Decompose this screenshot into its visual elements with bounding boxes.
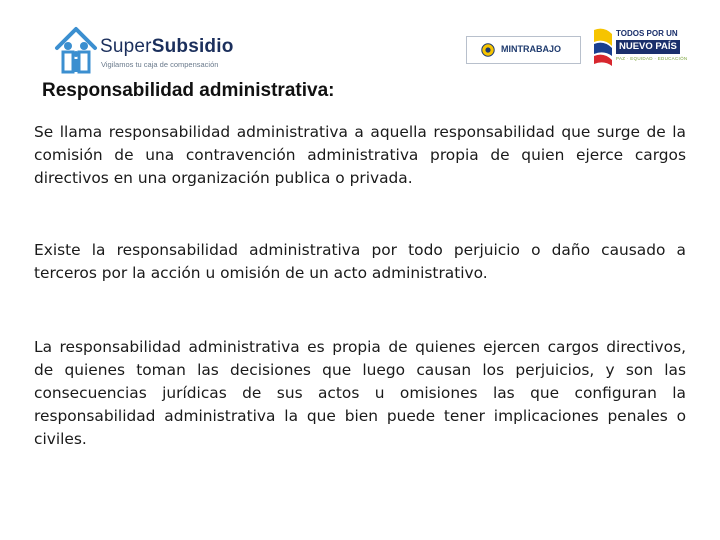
nuevo-pais-label: NUEVO PAÍS bbox=[616, 40, 680, 54]
todos-por-un-nuevo-pais-logo bbox=[590, 26, 690, 72]
paragraph-scope: La responsabilidad administrativa es propia de quienes ejercen cargos directivos, de quienes toman las decisiones que luego causan los perjuicios, y son las consecuencias jurídicas de sus actos u omisiones las que configuran la responsabilidad administrativa la que bien puede tener implicaciones penales o civiles. bbox=[34, 338, 686, 448]
family-house-icon bbox=[54, 24, 98, 78]
mintrabajo-label: MINTRABAJO bbox=[501, 44, 561, 54]
paragraph-existence: Existe la responsabilidad administrativa por todo perjuicio o daño causado a terceros por la acción u omisión de un acto administrativo. bbox=[34, 241, 686, 282]
coat-of-arms-icon bbox=[481, 43, 495, 57]
supersubsidio-logo bbox=[54, 24, 234, 80]
supersubsidio-tagline: Vigilamos tu caja de compensación bbox=[101, 60, 219, 69]
page-title: Responsabilidad administrativa: bbox=[42, 80, 335, 101]
mintrabajo-logo bbox=[466, 36, 581, 64]
supersubsidio-wordmark: SuperSubsidio bbox=[100, 36, 234, 57]
paragraph-definition: Se llama responsabilidad administrativa a aquella responsabilidad que surge de la comisión de una contravención administrativa propia de quien ejerce cargos directivos en una organización publica o privada. bbox=[34, 123, 686, 187]
todos-por-un-label: TODOS POR UN bbox=[616, 29, 678, 38]
colombia-flag-icon bbox=[590, 26, 616, 70]
paz-equidad-educacion-label: PAZ · EQUIDAD · EDUCACIÓN bbox=[616, 56, 688, 61]
